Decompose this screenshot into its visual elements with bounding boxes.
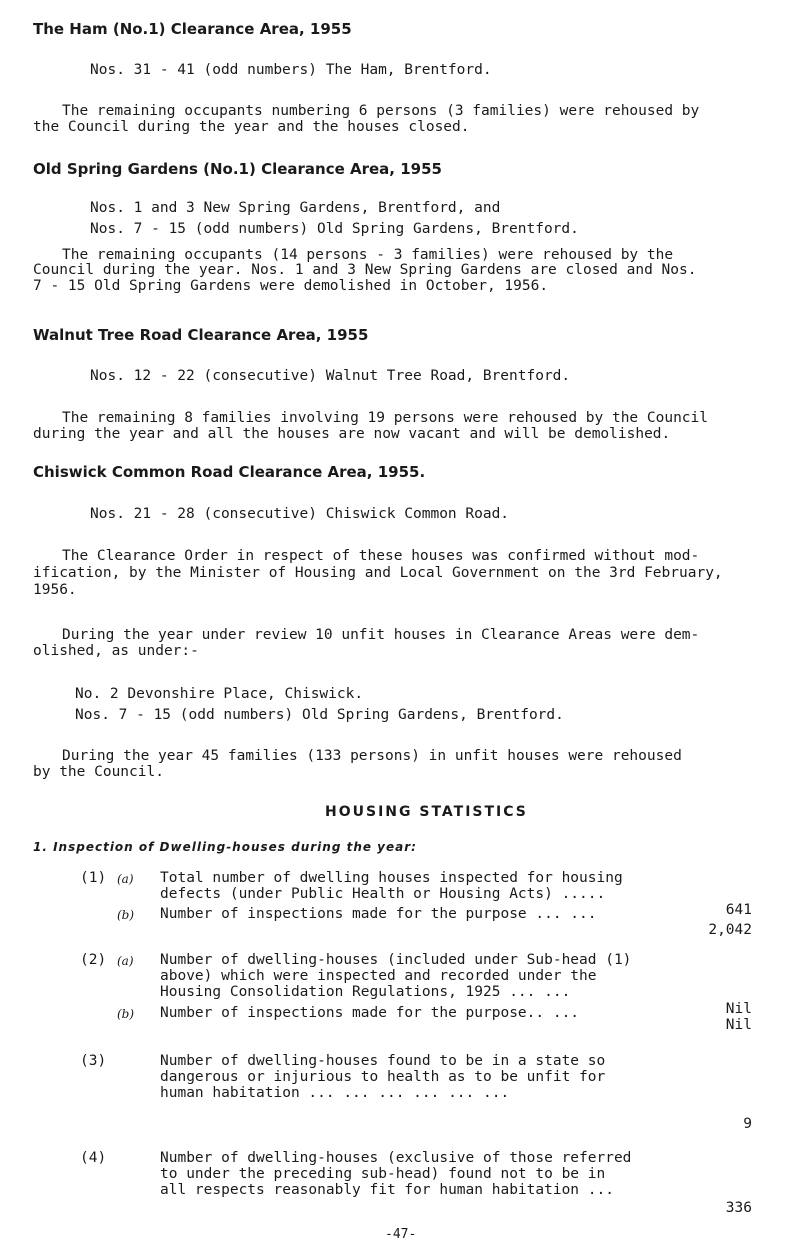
- item-number: (3): [80, 1053, 107, 1069]
- paragraph-line: The remaining occupants numbering 6 persons (3 families) were rehoused by: [62, 103, 700, 119]
- page-number: -47-: [385, 1227, 417, 1242]
- paragraph-line: The Clearance Order in respect of these houses was confirmed without mod-: [62, 548, 700, 564]
- address-line: Nos. 7 - 15 (odd numbers) Old Spring Gardens, Brentford.: [90, 221, 579, 237]
- paragraph-line: During the year under review 10 unfit houses in Clearance Areas were dem-: [62, 627, 700, 643]
- item-text-line: to under the preceding sub-head) found not to be in: [160, 1166, 606, 1182]
- section-heading-old-spring-gardens: Old Spring Gardens (No.1) Clearance Area, 1955: [33, 160, 442, 178]
- paragraph-line: by the Council.: [33, 764, 164, 780]
- paragraph-line: ification, by the Minister of Housing and Local Government on the 3rd February,: [33, 565, 723, 581]
- item-text-line: dangerous or injurious to health as to be unfit for: [160, 1069, 606, 1085]
- item-text-line: Total number of dwelling houses inspected for housing: [160, 870, 623, 886]
- address-line: Nos. 7 - 15 (odd numbers) Old Spring Gardens, Brentford.: [75, 707, 564, 723]
- inspection-subheading: 1. Inspection of Dwelling-houses during the year:: [33, 840, 417, 854]
- section-heading-chiswick-common-road: Chiswick Common Road Clearance Area, 1955.: [33, 463, 426, 481]
- item-value: 9: [743, 1116, 752, 1132]
- item-value: Nil: [725, 1001, 752, 1017]
- sub-item-mark: (a): [117, 872, 134, 886]
- address-line: Nos. 31 - 41 (odd numbers) The Ham, Brentford.: [90, 62, 492, 78]
- address-line: No. 2 Devonshire Place, Chiswick.: [75, 686, 364, 702]
- item-text-line: defects (under Public Health or Housing Acts) .....: [160, 886, 606, 902]
- section-heading-the-ham: The Ham (No.1) Clearance Area, 1955: [33, 20, 352, 38]
- paragraph-line: The remaining 8 families involving 19 persons were rehoused by the Council: [62, 410, 709, 426]
- sub-item-mark: (b): [117, 1007, 135, 1021]
- item-text-line: Number of dwelling-houses (included under Sub-head (1): [160, 952, 632, 968]
- item-value: 641: [725, 902, 752, 918]
- item-text-line: Number of inspections made for the purpose ... ...: [160, 906, 597, 922]
- item-text-line: human habitation ... ... ... ... ... ...: [160, 1085, 510, 1101]
- item-text-line: Housing Consolidation Regulations, 1925 ... ...: [160, 984, 571, 1000]
- item-number: (4): [80, 1150, 107, 1166]
- paragraph-line: 7 - 15 Old Spring Gardens were demolished in October, 1956.: [33, 278, 549, 294]
- address-line: Nos. 21 - 28 (consecutive) Chiswick Common Road.: [90, 506, 510, 522]
- paragraph-line: during the year and all the houses are now vacant and will be demolished.: [33, 426, 671, 442]
- section-heading-walnut-tree-road: Walnut Tree Road Clearance Area, 1955: [33, 326, 369, 344]
- address-line: Nos. 1 and 3 New Spring Gardens, Brentford, and: [90, 200, 501, 216]
- item-number: (1): [80, 870, 107, 886]
- paragraph-line: During the year 45 families (133 persons) in unfit houses were rehoused: [62, 748, 682, 764]
- item-value: 2,042: [708, 922, 752, 938]
- item-number: (2): [80, 952, 107, 968]
- paragraph-line: the Council during the year and the houses closed.: [33, 119, 470, 135]
- paragraph-line: The remaining occupants (14 persons - 3 families) were rehoused by the: [62, 247, 674, 263]
- paragraph-line: Council during the year. Nos. 1 and 3 New Spring Gardens are closed and Nos.: [33, 262, 697, 278]
- housing-statistics-title: HOUSING STATISTICS: [325, 804, 528, 820]
- item-value: 336: [725, 1200, 752, 1216]
- item-text-line: all respects reasonably fit for human habitation ...: [160, 1182, 614, 1198]
- item-value: Nil: [725, 1017, 752, 1033]
- sub-item-mark: (a): [117, 954, 134, 968]
- item-text-line: Number of dwelling-houses found to be in a state so: [160, 1053, 606, 1069]
- sub-item-mark: (b): [117, 908, 135, 922]
- address-line: Nos. 12 - 22 (consecutive) Walnut Tree Road, Brentford.: [90, 368, 571, 384]
- paragraph-line: 1956.: [33, 582, 77, 598]
- item-text-line: above) which were inspected and recorded under the: [160, 968, 597, 984]
- paragraph-line: olished, as under:-: [33, 643, 199, 659]
- item-text-line: Number of dwelling-houses (exclusive of those referred: [160, 1150, 632, 1166]
- item-text-line: Number of inspections made for the purpose.. ...: [160, 1005, 580, 1021]
